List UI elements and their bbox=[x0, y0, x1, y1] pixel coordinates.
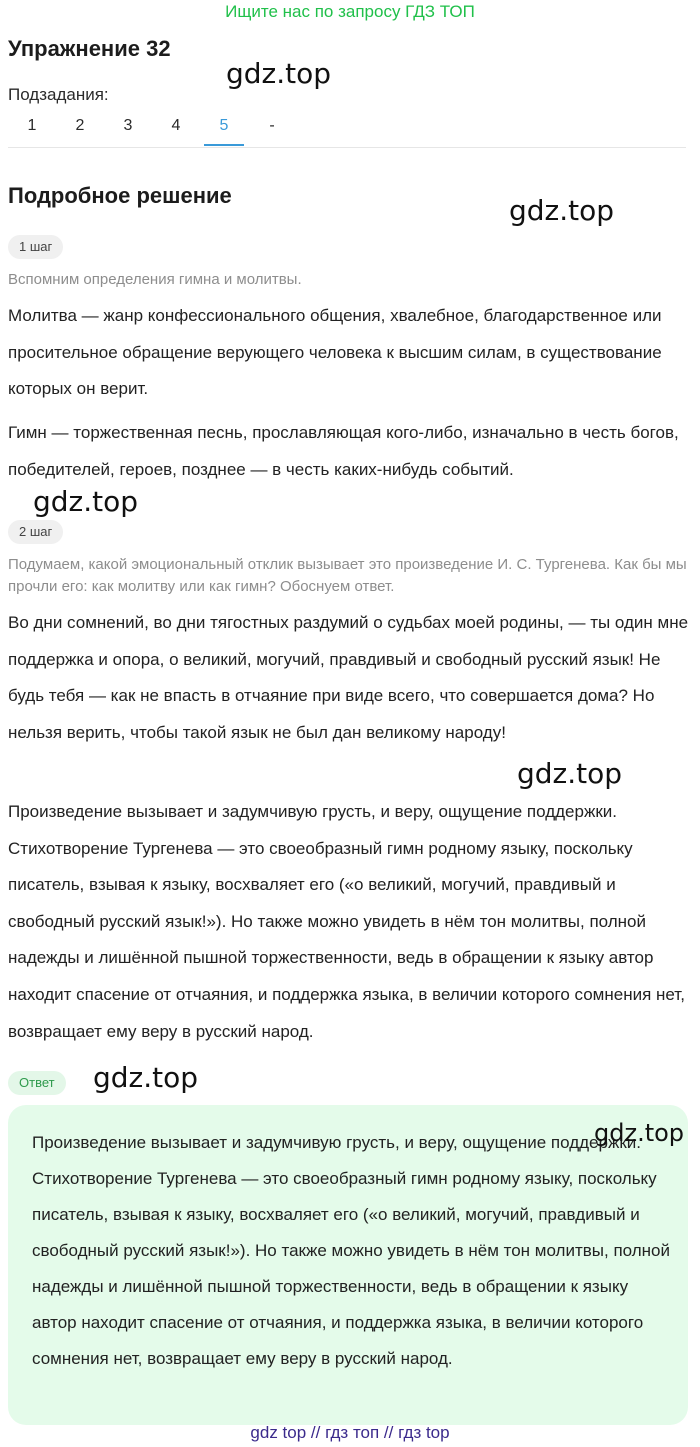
step-2-quote: Во дни сомнений, во дни тягостных раздумий о судьбах моей родины, — ты один мне поддержка и опора, о великий, могучий, правдивый и свободный русский язык! Не будь тебя — как не впасть в отчаяние при виде всего, что совершается дома? Но нельзя верить, чтобы такой язык не был дан великому народу! bbox=[8, 613, 689, 742]
step-1-paragraph-2: Гимн — торжественная песнь, прославляющая кого-либо, изначально в честь богов, победителей, героев, позднее — в честь каких-нибудь событий. bbox=[8, 423, 679, 479]
subtasks-label: Подзадания: bbox=[8, 85, 109, 104]
answer-text: Произведение вызывает и задумчивую грусть, и веру, ощущение поддержки. Стихотворение Тургенева — это своеобразный гимн родному языку, поскольку писатель, взывая к языку, восхваляет его («о великий, могучий, правдивый и свободный русский язык!»). Но также можно увидеть в нём тон молитвы, полной надежды и лишённой пышной торжественности, ведь в обращении к языку автор находит спасение от отчаяния, и поддержка языка, в величии которого сомнения нет, возвращает ему веру в русский народ. bbox=[32, 1133, 670, 1368]
answer-badge: Ответ bbox=[8, 1071, 66, 1095]
step-1-paragraph-1: Молитва — жанр конфессионального общения, хвалебное, благодарственное или просительное обращение верующего человека к высшим силам, в существование которых он верит. bbox=[8, 306, 662, 399]
top-banner: Ищите нас по запросу ГДЗ ТОП bbox=[225, 2, 475, 21]
solution-title: Подробное решение bbox=[8, 183, 232, 208]
step-2-paragraph: Произведение вызывает и задумчивую грусть, и веру, ощущение поддержки. Стихотворение Тургенева — это своеобразный гимн родному языку, поскольку писатель, взывая к языку, восхваляет его («о великий, могучий, правдивый и свободный русский язык!»). Но также можно увидеть в нём тон молитвы, полной надежды и лишённой пышной торжественности, ведь в обращении к языку автор находит спасение от отчаяния, и поддержка языка, в величии которого сомнения нет, возвращает ему веру в русский народ. bbox=[8, 802, 685, 1041]
step-1-hint: Вспомним определения гимна и молитвы. bbox=[8, 271, 302, 288]
answer-box bbox=[8, 1105, 688, 1425]
step-2-hint: Подумаем, какой эмоциональный отклик вызывает это произведение И. С. Тургенева. Как бы мы прочли его: как молитву или как гимн? Обоснуем ответ. bbox=[8, 556, 687, 595]
watermark: gdz.top bbox=[594, 1119, 685, 1147]
watermark: gdz.top bbox=[93, 1061, 199, 1094]
watermark: gdz.top bbox=[517, 757, 623, 790]
tab-2[interactable]: 2 bbox=[75, 117, 85, 134]
tab-4[interactable]: 4 bbox=[171, 117, 181, 134]
tab-1[interactable]: 1 bbox=[27, 117, 37, 134]
tab-dash[interactable]: - bbox=[269, 117, 275, 134]
tab-3[interactable]: 3 bbox=[123, 117, 133, 134]
step-2-badge: 2 шаг bbox=[8, 520, 63, 544]
subtask-tabs bbox=[8, 110, 686, 148]
watermark: gdz.top bbox=[226, 57, 332, 90]
watermark: gdz.top bbox=[33, 485, 139, 518]
step-1-badge: 1 шаг bbox=[8, 235, 63, 259]
tab-5[interactable]: 5 bbox=[204, 110, 244, 146]
footer: gdz top // гдз топ // гдз top bbox=[250, 1423, 450, 1442]
watermark: gdz.top bbox=[509, 194, 615, 227]
exercise-title: Упражнение 32 bbox=[8, 36, 171, 61]
